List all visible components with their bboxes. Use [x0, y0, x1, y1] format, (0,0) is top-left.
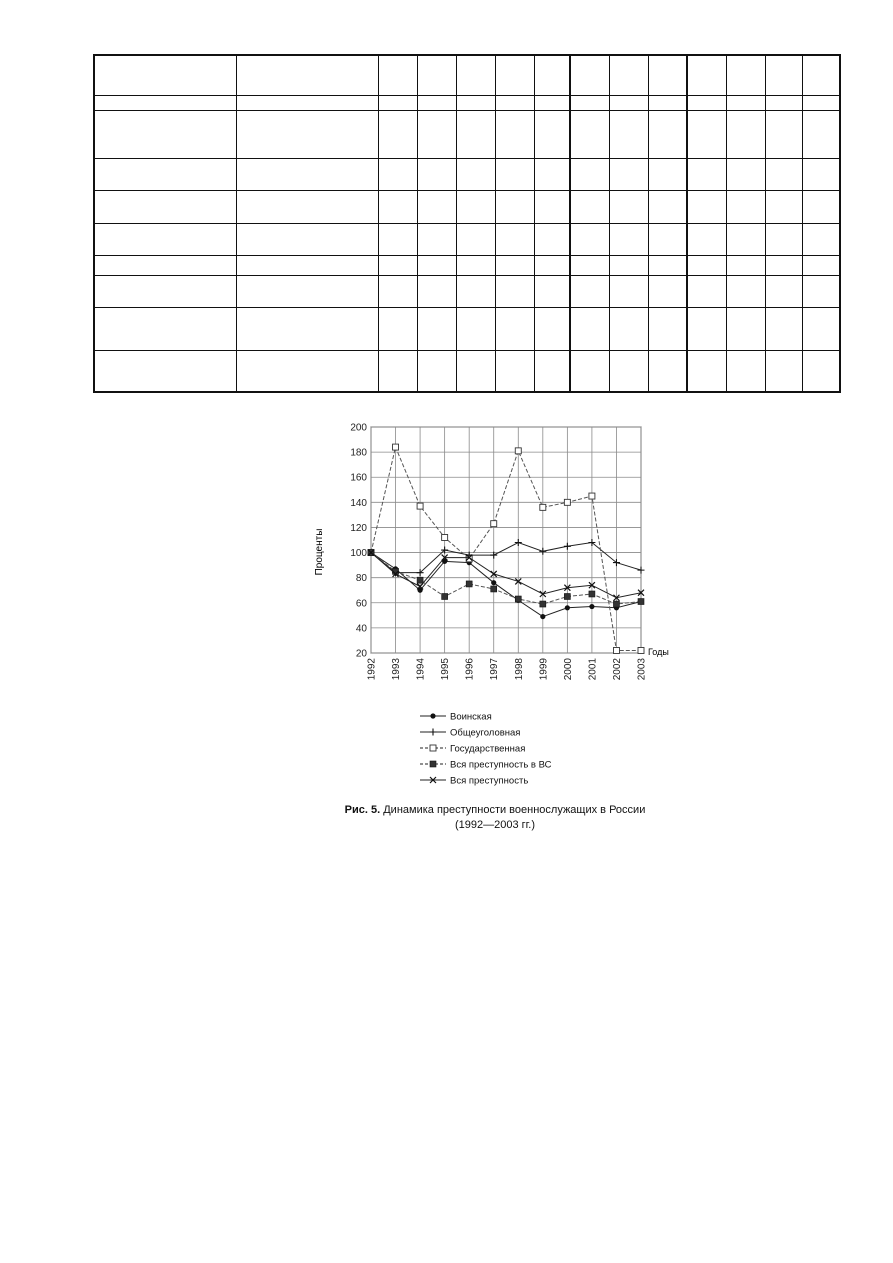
- data-point: [442, 534, 448, 540]
- table-cell: [726, 95, 765, 110]
- table-cell: [802, 307, 840, 350]
- table-cell: [378, 95, 417, 110]
- table-row: [94, 110, 840, 158]
- data-point: [491, 580, 496, 585]
- y-tick-label: 80: [355, 573, 367, 585]
- table-cell: [726, 190, 765, 223]
- table-cell: [495, 95, 534, 110]
- table-cell: [609, 190, 648, 223]
- table-cell: [648, 307, 687, 350]
- table-cell: [378, 307, 417, 350]
- table-cell: [456, 223, 495, 255]
- table-cell: [687, 158, 726, 190]
- table-cell: [94, 158, 236, 190]
- table-cell: [609, 255, 648, 275]
- table-cell: [570, 190, 609, 223]
- table-cell: [94, 223, 236, 255]
- table-cell: [687, 275, 726, 307]
- table-cell: [495, 350, 534, 392]
- data-point: [393, 444, 399, 450]
- table-cell: [570, 223, 609, 255]
- table-cell: [570, 350, 609, 392]
- table-cell: [417, 255, 456, 275]
- table-cell: [456, 255, 495, 275]
- table-cell: [534, 255, 570, 275]
- table-cell: [534, 95, 570, 110]
- table-cell: [570, 307, 609, 350]
- crime-dynamics-chart: [300, 415, 700, 800]
- x-tick-label: 1998: [513, 658, 525, 681]
- table-cell: [570, 110, 609, 158]
- table-cell: [417, 110, 456, 158]
- table-cell: [726, 158, 765, 190]
- table-cell: [802, 275, 840, 307]
- data-point: [491, 521, 497, 527]
- table-cell: [726, 223, 765, 255]
- table-cell: [378, 190, 417, 223]
- table-cell: [534, 190, 570, 223]
- table-row: [94, 55, 840, 95]
- y-tick-label: 200: [350, 422, 367, 434]
- legend-marker: [430, 729, 437, 736]
- table-cell: [648, 55, 687, 95]
- table-cell: [495, 223, 534, 255]
- table-cell: [236, 307, 378, 350]
- table-cell: [417, 307, 456, 350]
- table-cell: [94, 275, 236, 307]
- table-cell: [94, 255, 236, 275]
- table-row: [94, 95, 840, 110]
- table-cell: [534, 55, 570, 95]
- table-cell: [495, 255, 534, 275]
- table-cell: [417, 95, 456, 110]
- table-cell: [726, 255, 765, 275]
- table-cell: [765, 255, 802, 275]
- x-tick-label: 2003: [636, 658, 648, 681]
- caption-title: Динамика преступности военнослужащих в России: [383, 804, 646, 816]
- table-cell: [765, 275, 802, 307]
- data-point: [638, 647, 644, 653]
- table-cell: [570, 95, 609, 110]
- caption-years: (1992—2003 гг.): [454, 819, 536, 831]
- table-row: [94, 275, 840, 307]
- table-row: [94, 190, 840, 223]
- legend-entry: [420, 760, 552, 771]
- table-cell: [609, 275, 648, 307]
- data-point: [564, 594, 570, 600]
- table-cell: [609, 158, 648, 190]
- table-cell: [417, 275, 456, 307]
- x-tick-label: 2002: [611, 658, 623, 681]
- table-cell: [378, 255, 417, 275]
- table-row: [94, 223, 840, 255]
- table-cell: [456, 95, 495, 110]
- table-cell: [765, 110, 802, 158]
- table-cell: [687, 223, 726, 255]
- table-cell: [765, 223, 802, 255]
- table-cell: [687, 190, 726, 223]
- data-point: [515, 448, 521, 454]
- data-point: [564, 499, 570, 505]
- table-cell: [94, 350, 236, 392]
- data-point: [539, 548, 546, 555]
- y-tick-label: 140: [350, 497, 367, 509]
- x-tick-label: 1994: [415, 658, 427, 681]
- data-point: [417, 503, 423, 509]
- table-cell: [417, 190, 456, 223]
- table-cell: [687, 95, 726, 110]
- table-cell: [570, 158, 609, 190]
- data-point: [540, 601, 546, 607]
- legend-marker: [430, 745, 436, 751]
- table-cell: [534, 350, 570, 392]
- table-cell: [94, 95, 236, 110]
- y-tick-label: 100: [350, 548, 367, 560]
- series-line: [371, 543, 641, 573]
- table-cell: [378, 158, 417, 190]
- x-tick-label: 1993: [391, 658, 403, 681]
- data-point: [638, 567, 645, 574]
- table-cell: [648, 95, 687, 110]
- table-cell: [765, 307, 802, 350]
- table-cell: [687, 55, 726, 95]
- x-tick-label: 1996: [464, 658, 476, 681]
- table-cell: [456, 110, 495, 158]
- table-cell: [495, 110, 534, 158]
- y-tick-label: 180: [350, 447, 367, 459]
- legend-marker: [430, 713, 435, 718]
- empty-data-table: [93, 54, 841, 393]
- legend-entry: [420, 712, 492, 723]
- series-4: [368, 550, 644, 607]
- table-row: [94, 307, 840, 350]
- table-cell: [687, 307, 726, 350]
- table-cell: [417, 223, 456, 255]
- x-axis-label: Годы: [648, 647, 669, 657]
- table-cell: [802, 190, 840, 223]
- y-tick-label: 160: [350, 472, 367, 484]
- data-point: [589, 591, 595, 597]
- table-cell: [726, 110, 765, 158]
- table-cell: [802, 95, 840, 110]
- data-point: [466, 581, 472, 587]
- table-cell: [726, 307, 765, 350]
- table-cell: [236, 223, 378, 255]
- table-cell: [648, 110, 687, 158]
- table-cell: [417, 55, 456, 95]
- legend-marker: [430, 761, 436, 767]
- table-row: [94, 255, 840, 275]
- data-point: [417, 577, 423, 583]
- series-5: [368, 550, 644, 601]
- table-cell: [765, 158, 802, 190]
- data-point: [491, 586, 497, 592]
- table-cell: [648, 275, 687, 307]
- table-cell: [726, 55, 765, 95]
- table-cell: [648, 255, 687, 275]
- data-point: [589, 604, 594, 609]
- data-point: [638, 599, 644, 605]
- table-cell: [456, 55, 495, 95]
- table-cell: [456, 350, 495, 392]
- table-cell: [609, 223, 648, 255]
- caption-figure-number: Рис. 5.: [344, 804, 381, 816]
- legend-entry: [420, 728, 520, 739]
- table-cell: [802, 255, 840, 275]
- y-tick-label: 60: [355, 598, 367, 610]
- series-line: [371, 553, 641, 604]
- table-cell: [495, 307, 534, 350]
- table-cell: [94, 110, 236, 158]
- table-cell: [456, 158, 495, 190]
- table-cell: [802, 223, 840, 255]
- y-tick-label: 40: [355, 623, 367, 635]
- table-cell: [570, 275, 609, 307]
- table-cell: [378, 55, 417, 95]
- table-cell: [236, 190, 378, 223]
- table-cell: [534, 158, 570, 190]
- table-cell: [609, 307, 648, 350]
- table-cell: [456, 275, 495, 307]
- table-cell: [378, 275, 417, 307]
- table-cell: [236, 275, 378, 307]
- table-cell: [609, 350, 648, 392]
- chart-grid: [371, 427, 641, 653]
- table-cell: [495, 190, 534, 223]
- data-point: [565, 605, 570, 610]
- table-cell: [726, 350, 765, 392]
- data-point: [540, 504, 546, 510]
- legend-label: Вся преступность: [450, 775, 529, 787]
- legend-entry: [420, 776, 528, 787]
- legend-label: Общеуголовная: [450, 727, 521, 739]
- y-tick-label: 20: [355, 648, 367, 660]
- table-cell: [648, 158, 687, 190]
- legend-label: Государственная: [450, 743, 526, 755]
- table-cell: [609, 110, 648, 158]
- table-cell: [495, 275, 534, 307]
- table-cell: [417, 158, 456, 190]
- data-point: [589, 493, 595, 499]
- table-cell: [648, 223, 687, 255]
- table-cell: [534, 223, 570, 255]
- x-tick-label: 2001: [587, 658, 599, 681]
- table-cell: [236, 110, 378, 158]
- table-cell: [802, 110, 840, 158]
- table-cell: [648, 350, 687, 392]
- table-cell: [609, 55, 648, 95]
- table-cell: [570, 55, 609, 95]
- table-cell: [456, 190, 495, 223]
- x-tick-label: 1992: [366, 658, 378, 681]
- table-cell: [236, 55, 378, 95]
- x-tick-label: 1995: [440, 658, 452, 681]
- table-cell: [570, 255, 609, 275]
- table-cell: [765, 190, 802, 223]
- table-cell: [802, 158, 840, 190]
- legend-label: Вся преступность в ВС: [450, 759, 552, 771]
- series-2: [368, 539, 645, 576]
- table-cell: [236, 158, 378, 190]
- data-point: [540, 614, 545, 619]
- table-cell: [495, 55, 534, 95]
- table-cell: [687, 350, 726, 392]
- table-cell: [417, 350, 456, 392]
- table-cell: [802, 350, 840, 392]
- table-cell: [765, 350, 802, 392]
- table-cell: [236, 255, 378, 275]
- data-point: [613, 601, 619, 607]
- legend-label: Воинская: [450, 711, 492, 723]
- table-cell: [648, 190, 687, 223]
- table-cell: [765, 55, 802, 95]
- table-cell: [94, 307, 236, 350]
- table-cell: [765, 95, 802, 110]
- x-tick-label: 1997: [489, 658, 501, 681]
- table-cell: [534, 307, 570, 350]
- data-point: [515, 596, 521, 602]
- y-tick-label: 120: [350, 522, 367, 534]
- series-line: [371, 553, 641, 617]
- legend-entry: [420, 744, 525, 755]
- table-cell: [378, 223, 417, 255]
- table-cell: [378, 350, 417, 392]
- plot-frame: [371, 427, 641, 653]
- table-cell: [94, 55, 236, 95]
- table-cell: [534, 110, 570, 158]
- table-cell: [687, 255, 726, 275]
- x-tick-label: 2000: [562, 658, 574, 681]
- table-cell: [236, 95, 378, 110]
- table-cell: [456, 307, 495, 350]
- table-cell: [378, 110, 417, 158]
- table-cell: [236, 350, 378, 392]
- x-tick-label: 1999: [538, 658, 550, 681]
- table-cell: [609, 95, 648, 110]
- data-point: [613, 647, 619, 653]
- table-cell: [534, 275, 570, 307]
- table-cell: [687, 110, 726, 158]
- y-axis-label: Проценты: [314, 528, 325, 576]
- figure-caption: [300, 803, 690, 833]
- table-cell: [802, 55, 840, 95]
- table-cell: [495, 158, 534, 190]
- data-point: [515, 539, 522, 546]
- table-cell: [94, 190, 236, 223]
- chart-series: [368, 444, 645, 653]
- chart-legend: [420, 712, 552, 787]
- table-row: [94, 350, 840, 392]
- table-row: [94, 158, 840, 190]
- table-cell: [726, 275, 765, 307]
- data-point: [442, 594, 448, 600]
- data-point: [564, 543, 571, 550]
